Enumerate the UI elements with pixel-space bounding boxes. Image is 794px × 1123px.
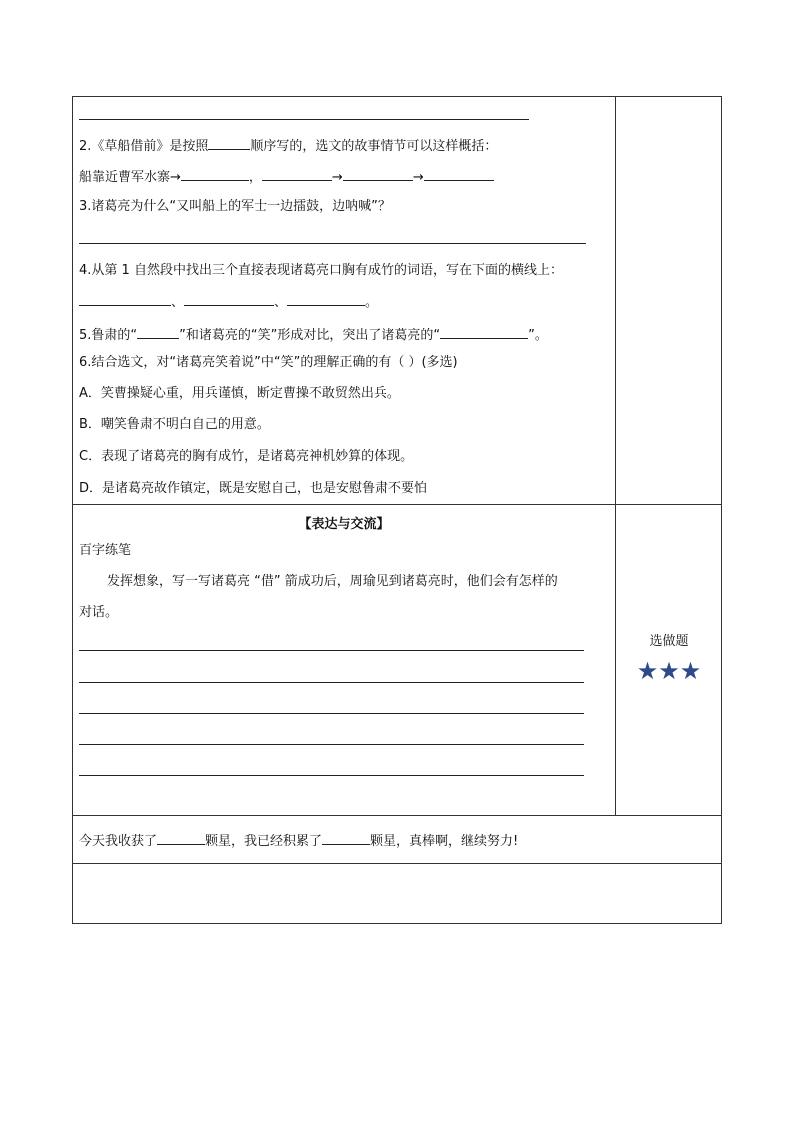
writing-line-3[interactable] <box>79 713 584 714</box>
column-divider <box>615 97 616 815</box>
question-2-chain <box>79 168 494 186</box>
footer-blank-today[interactable] <box>157 832 205 845</box>
row-divider-1 <box>73 504 721 505</box>
writing-line-4[interactable] <box>79 744 584 745</box>
q2-suffix: 顺序写的，选文的故事情节可以这样概括： <box>250 139 498 154</box>
question-4-blanks <box>79 293 378 311</box>
q5-prefix: 5.鲁肃的“ <box>79 328 138 343</box>
q2-chain-start: 船靠近曹军水寨→ <box>79 170 181 185</box>
q5-blank-1[interactable] <box>137 326 179 339</box>
q2-blank-4[interactable] <box>424 168 494 181</box>
footer-part-1: 今天我收获了 <box>79 834 158 849</box>
q4-blank-1[interactable] <box>79 293 171 306</box>
q2-arrow-2: → <box>412 170 424 185</box>
writing-prompt-line-1: 发挥想象，写一写诸葛亮 “借” 箭成功后，周瑜见到诸葛亮时，他们会有怎样的 <box>107 574 558 589</box>
q2-comma: ， <box>248 170 262 185</box>
writing-prompt-line-2: 对话。 <box>79 605 119 620</box>
question-2 <box>79 137 497 155</box>
optional-task-label: 选做题 <box>649 634 689 649</box>
footer-part-2: 颗星，我已经积累了 <box>205 834 323 849</box>
writing-line-2[interactable] <box>79 682 584 683</box>
star-summary <box>79 832 518 850</box>
row-divider-2 <box>73 815 721 816</box>
q4-sep-2: 、 <box>274 295 288 310</box>
question-6: 6.结合选文，对“诸葛亮笑着说”中“笑”的理解正确的有（ ）(多选) <box>79 355 458 370</box>
question-4: 4.从第 1 自然段中找出三个直接表现诸葛亮口胸有成竹的词语，写在下面的横线上： <box>79 263 563 278</box>
q2-blank-3[interactable] <box>343 168 413 181</box>
q4-end: 。 <box>365 295 379 310</box>
footer-part-3: 颗星，真棒啊，继续努力! <box>370 834 519 849</box>
q6-option-b[interactable]: B．嘲笑鲁肃不明白自己的用意。 <box>79 417 270 432</box>
q4-blank-3[interactable] <box>287 293 365 306</box>
q2-blank-1[interactable] <box>181 168 249 181</box>
q2-blank-order[interactable] <box>208 137 250 150</box>
question-3: 3.诸葛亮为什么“又叫船上的军士一边擂鼓，边呐喊”？ <box>79 199 391 214</box>
section-header: 【表达与交流】 <box>298 517 390 532</box>
q6-option-c[interactable]: C．表现了诸葛亮的胸有成竹，是诸葛亮神机妙算的体现。 <box>79 449 414 464</box>
q4-blank-2[interactable] <box>184 293 274 306</box>
section-subtitle: 百字练笔 <box>79 543 132 558</box>
question-5 <box>79 326 548 344</box>
q6-option-d[interactable]: D．是诸葛亮故作镇定，既是安慰自己，也是安慰鲁肃不要怕 <box>79 481 428 496</box>
writing-line-1[interactable] <box>79 650 584 651</box>
row-divider-3 <box>73 863 721 864</box>
writing-line-5[interactable] <box>79 775 584 776</box>
q2-blank-2[interactable] <box>262 168 332 181</box>
answer-line-q3[interactable] <box>79 243 586 244</box>
q2-prefix: 2.《草船借前》是按照 <box>79 139 209 154</box>
q5-suffix: ”。 <box>528 328 548 343</box>
answer-line-q1[interactable] <box>79 119 529 120</box>
q5-mid: ”和诸葛亮的“笑”形成对比，突出了诸葛亮的“ <box>179 328 441 343</box>
worksheet-table <box>72 96 722 924</box>
q2-arrow-1: → <box>331 170 343 185</box>
q4-sep-1: 、 <box>171 295 185 310</box>
q6-option-a[interactable]: A．笑曹操疑心重，用兵谨慎，断定曹操不敢贸然出兵。 <box>79 386 400 401</box>
footer-blank-total[interactable] <box>322 832 370 845</box>
q5-blank-2[interactable] <box>440 326 528 339</box>
star-rating-icon: ★★★ <box>636 657 702 685</box>
